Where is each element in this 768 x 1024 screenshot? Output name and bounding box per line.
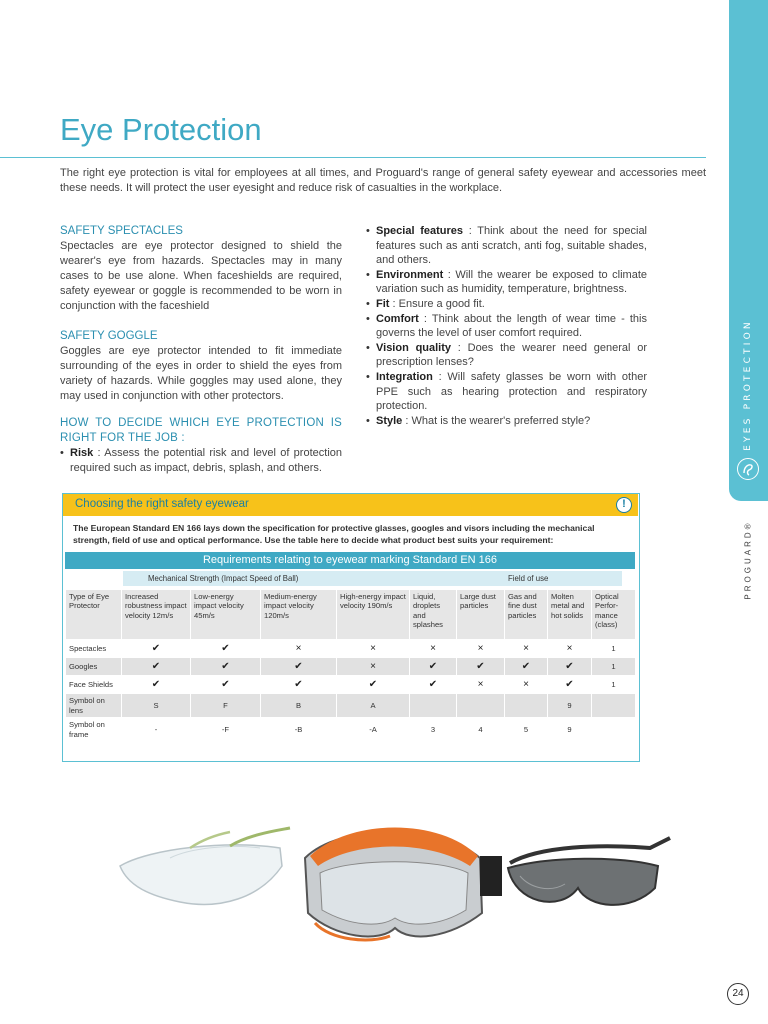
table-cell: ✔ [261,676,337,694]
table-cell: F [191,694,261,718]
table-cell: ✔ [548,676,592,694]
eyewear-box-title: Choosing the right safety eyewear [75,498,249,510]
table-cell: × [410,640,457,658]
intro-paragraph: The right eye protection is vital for employees at all times, and Proguard's range of general safety eyewear and accessories meet these needs. It will protect the user eyesight and reduce risk of casualties in the workplace. [60,167,706,194]
table-cell: ✔ [261,658,337,676]
column-header: Low-energy impact velocity 45m/s [191,590,261,640]
goggle-heading: SAFETY GOGGLE [60,330,158,342]
row-label: Symbol on frame [66,718,122,742]
bullet-comfort: • Comfort : Think about the length of wear time - this governs the level of user comfort required. [366,312,647,341]
table-group-header [123,571,622,586]
brand-label: PROGUARD® [743,520,753,600]
decide-heading: HOW TO DECIDE WHICH EYE PROTECTION IS RIGHT FOR THE JOB : [60,417,342,444]
table-cell: × [261,640,337,658]
en166-table [65,589,636,742]
table-cell: 9 [548,694,592,718]
table-cell: × [505,640,548,658]
row-label: Face Shields [66,676,122,694]
bullet-integration: • Integration : Will safety glasses be worn with other PPE such as hearing protection and respiratory protection. [366,370,647,414]
table-cell: × [505,676,548,694]
table-cell: × [457,676,505,694]
eyewear-box-description: The European Standard EN 166 lays down the specification for protective glasses, googles and visors including the mechanical strength, field of use and optical performance. Use the table here to decide what product best suits your requirement: [73,523,595,545]
table-cell: 9 [548,718,592,742]
column-header: Increased robustness impact velocity 12m/s [122,590,191,640]
clear-spectacles-image [120,828,290,904]
table-cell: B [261,694,337,718]
column-header: Liquid, droplets and splashes [410,590,457,640]
column-header: Type of Eye Protector [66,590,122,640]
table-cell: ✔ [191,658,261,676]
title-divider [0,157,706,158]
table-cell [457,694,505,718]
table-row [66,676,636,694]
column-header: Optical Perfor-mance (class) [592,590,636,640]
table-cell: × [337,658,410,676]
table-cell: ✔ [191,676,261,694]
tinted-spectacles-image [508,838,670,905]
table-cell [592,718,636,742]
requirements-title: Requirements relating to eyewear marking Standard EN 166 [65,552,635,569]
column-header: Large dust particles [457,590,505,640]
table-cell: 4 [457,718,505,742]
goggle-text: Goggles are eye protector intended to fit immediate surrounding of the eyes in order to shield the eyes from variety of hazards. While goggles may used alone, they may used in conjunction with other protectors. [60,345,342,402]
table-cell: 5 [505,718,548,742]
table-cell: 1 [592,640,636,658]
warning-icon: ! [616,497,632,513]
mechanical-strength-label: Mechanical Strength (Impact Speed of Ball) [148,574,299,583]
table-cell: -F [191,718,261,742]
table-header-row [66,590,636,640]
table-cell: ✔ [122,640,191,658]
table-cell [592,694,636,718]
table-cell: ✔ [122,676,191,694]
table-cell: ✔ [457,658,505,676]
table-row [66,694,636,718]
table-cell: × [548,640,592,658]
proguard-logo-icon [737,458,759,480]
table-cell: A [337,694,410,718]
table-cell: ✔ [122,658,191,676]
table-cell: - [122,718,191,742]
bullet-environment: • Environment : Will the wearer be exposed to climate variation such as humidity, temperature, brightness. [366,268,647,297]
spectacles-text: Spectacles are eye protector designed to shield the wearer's eye from hazards. Spectacles may in many cases to be use alone. When faceshields are required, safety eyewear or goggle is recommended to be worn in conjunction with the faceshield [60,240,342,312]
eyewear-box-header [63,494,638,516]
safety-goggle-image [305,828,502,940]
table-cell: ✔ [410,658,457,676]
table-cell [410,694,457,718]
column-header: High-energy impact velocity 190m/s [337,590,410,640]
table-cell: -A [337,718,410,742]
table-cell: 3 [410,718,457,742]
bullet-risk: • Risk : Assess the potential risk and level of protection required such as impact, debris, splash, and others. [60,446,342,476]
page-number: 24 [727,983,749,1005]
column-header: Medium-energy impact velocity 120m/s [261,590,337,640]
table-cell: 1 [592,658,636,676]
row-label: Spectacles [66,640,122,658]
table-row [66,640,636,658]
table-cell: × [457,640,505,658]
eyewear-table-box [62,493,640,762]
table-cell: ✔ [410,676,457,694]
column-header: Molten metal and hot solids [548,590,592,640]
table-cell [505,694,548,718]
bullet-style: • Style : What is the wearer's preferred style? [366,414,647,429]
page-title: Eye Protection [60,112,262,147]
table-cell: ✔ [337,676,410,694]
left-column [60,224,342,476]
table-row [66,658,636,676]
table-cell: -B [261,718,337,742]
bullet-special-features: • Special features : Think about the need for special features such as anti scratch, anti fog, suitable shades, and others. [366,224,647,268]
column-header: Gas and fine dust particles [505,590,548,640]
table-cell: 1 [592,676,636,694]
row-label: Googles [66,658,122,676]
row-label: Symbol on lens [66,694,122,718]
product-photos [110,818,680,958]
right-column [366,224,647,428]
side-section-label: EYES PROTECTION [743,319,753,451]
table-cell: ✔ [191,640,261,658]
bullet-vision-quality: • Vision quality : Does the wearer need general or prescription lenses? [366,341,647,370]
table-cell: S [122,694,191,718]
table-row [66,718,636,742]
table-cell: ✔ [548,658,592,676]
table-cell: × [337,640,410,658]
table-cell: ✔ [505,658,548,676]
spectacles-heading: SAFETY SPECTACLES [60,225,183,237]
field-of-use-label: Field of use [508,574,549,583]
bullet-fit: • Fit : Ensure a good fit. [366,297,647,312]
